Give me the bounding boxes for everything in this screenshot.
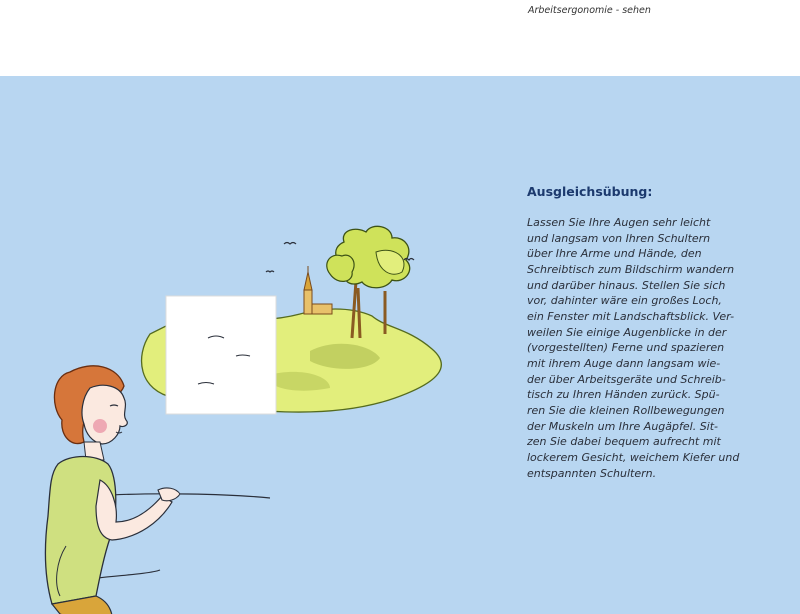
window-frame [166, 296, 276, 414]
text-line: und langsam von Ihren Schultern [527, 231, 711, 245]
exercise-title: Ausgleichsübung: [527, 184, 653, 199]
text-line: entspannten Schultern. [527, 466, 657, 480]
text-line: lockerem Gesicht, weichem Kiefer und [527, 450, 740, 464]
church-icon [304, 266, 332, 314]
text-line: (vorgestellten) Ferne und spazieren [527, 341, 725, 355]
text-line: mit ihrem Auge dann langsam wie- [527, 356, 721, 370]
text-line: der Muskeln um Ihre Augäpfel. Sit- [527, 419, 719, 433]
page-header [0, 0, 800, 76]
text-line: tisch zu Ihren Händen zurück. Spü- [527, 388, 720, 402]
text-line: und darüber hinaus. Stellen Sie sich [527, 278, 726, 292]
exercise-description [527, 215, 789, 481]
text-line: über Ihre Arme und Hände, den [527, 247, 702, 261]
text-line: ein Fenster mit Landschaftsblick. Ver- [527, 309, 735, 323]
text-line: der über Arbeitsgeräte und Schreib- [527, 372, 726, 386]
running-header: Arbeitsergonomie - sehen [528, 5, 651, 16]
text-line: Lassen Sie Ihre Augen sehr leicht [527, 216, 711, 229]
text-line: weilen Sie einige Augenblicke in der [527, 325, 727, 339]
text-line: zen Sie dabei bequem aufrecht mit [527, 435, 721, 449]
text-line: Schreibtisch zum Bildschirm wandern [527, 262, 735, 276]
desk-edge [95, 494, 270, 498]
relaxation-illustration [0, 76, 500, 614]
text-line: vor, dahinter wäre ein großes Loch, [527, 294, 722, 308]
exercise-section [527, 184, 789, 481]
text-line: ren Sie die kleinen Rollbewegungen [527, 403, 725, 417]
